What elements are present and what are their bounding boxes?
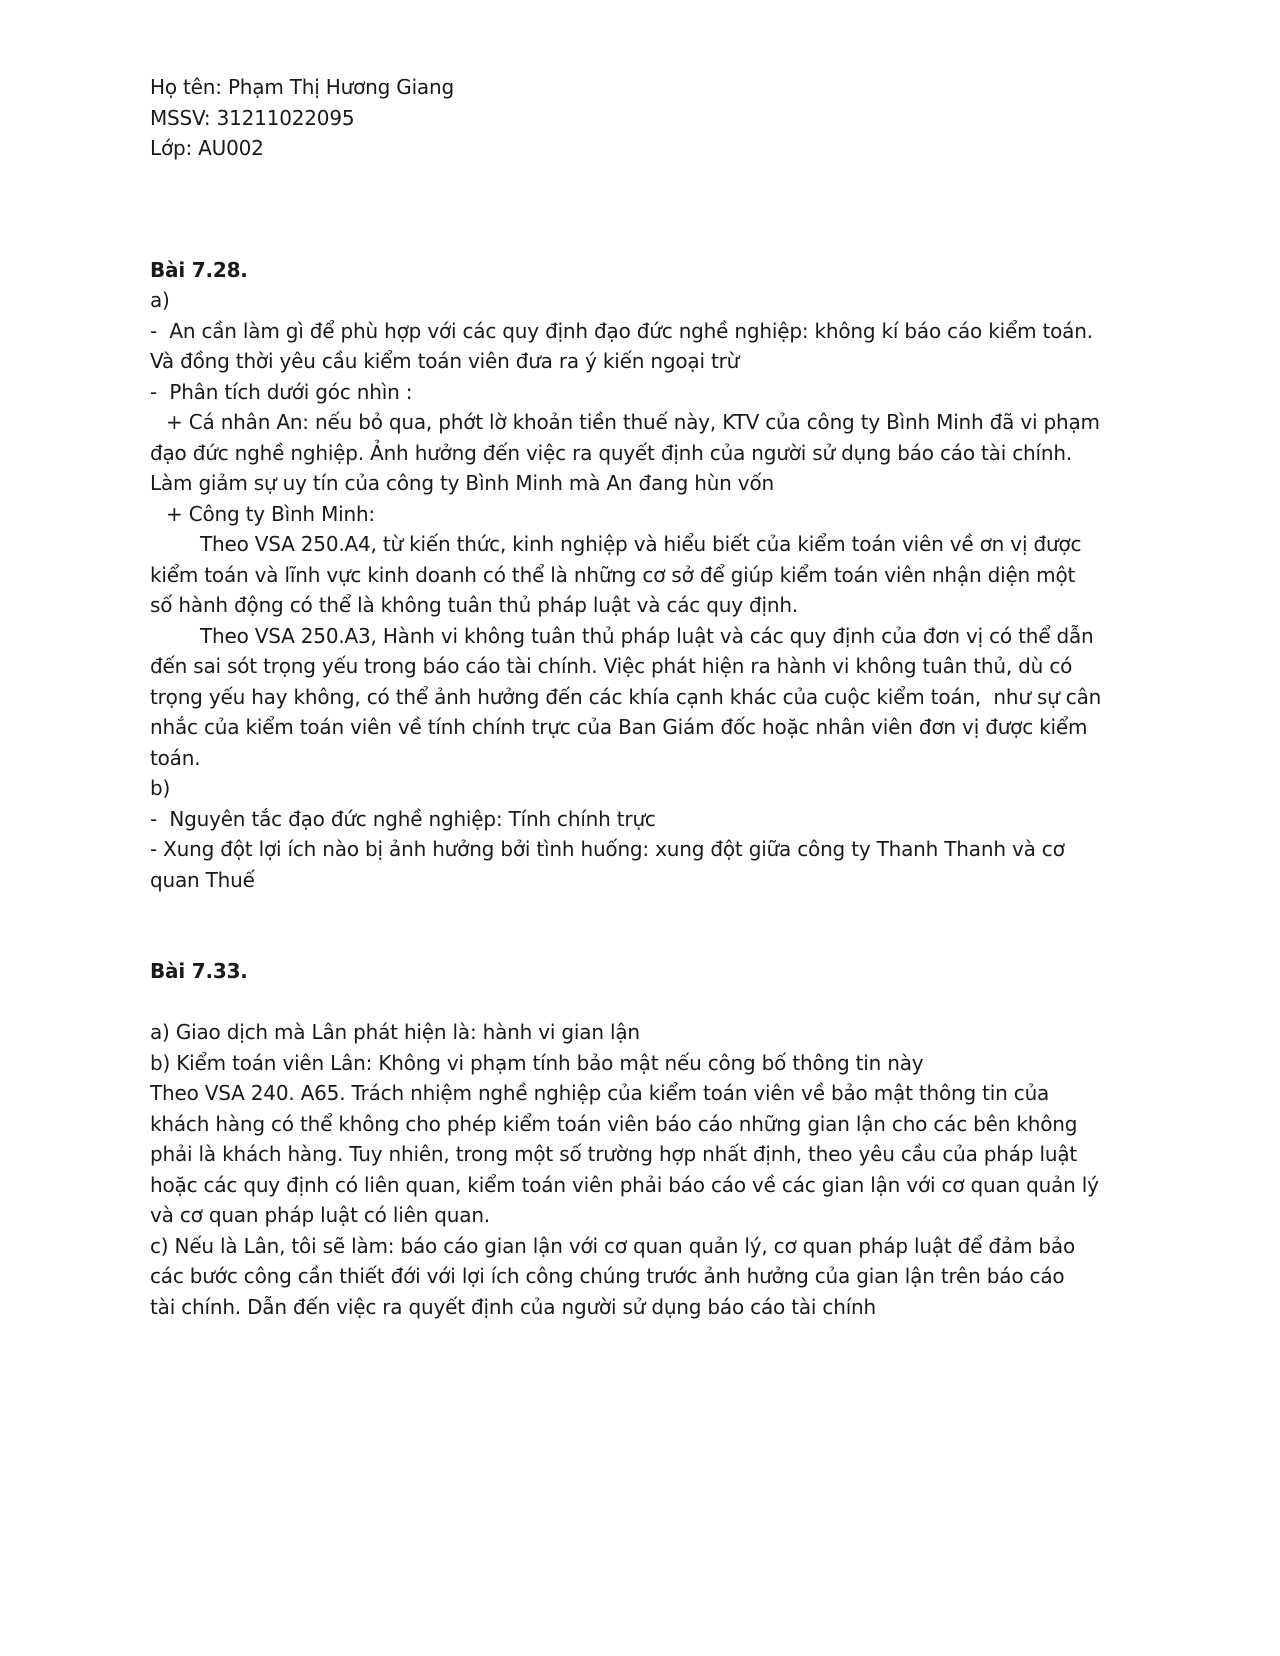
paragraph-line: a) Giao dịch mà Lân phát hiện là: hành vi gian lận (150, 1020, 640, 1044)
paragraph-line: quan Thuế (150, 867, 255, 892)
paragraph-line: số hành động có thể là không tuân thủ pháp luật và các quy định. (150, 593, 798, 617)
exercise-title: Bài 7.28. (150, 257, 248, 282)
paragraph-line: Theo VSA 250.A4, từ kiến thức, kinh nghiệp và hiểu biết của kiểm toán viên về ơn vị được (200, 532, 1082, 556)
paragraph-line: - An cần làm gì để phù hợp với các quy định đạo đức nghề nghiệp: không kí báo cáo kiểm toán. (150, 318, 1093, 343)
paragraph-line: Theo VSA 240. A65. Trách nhiệm nghề nghiệp của kiểm toán viên về bảo mật thông tin của (150, 1081, 1050, 1105)
exercise-7-33 (150, 956, 1140, 1322)
paragraph-line: b) Kiểm toán viên Lân: Không vi phạm tính bảo mật nếu công bố thông tin này (150, 1050, 924, 1075)
paragraph-line: nhắc của kiểm toán viên về tính chính trực của Ban Giám đốc hoặc nhân viên đơn vị được kiểm (150, 715, 1088, 739)
paragraph-line: tài chính. Dẫn đến việc ra quyết định của người sử dụng báo cáo tài chính (150, 1294, 877, 1319)
paragraph-line: hoặc các quy định có liên quan, kiểm toán viên phải báo cáo về các gian lận với cơ quan quản lý (150, 1172, 1099, 1197)
paragraph-line: trọng yếu hay không, có thể ảnh hưởng đến các khía cạnh khác của cuộc kiểm toán, như sự cân (150, 684, 1102, 709)
spacer (150, 164, 1140, 255)
paragraph-line: + Công ty Bình Minh: (166, 501, 375, 526)
paragraph-line: - Phân tích dưới góc nhìn : (150, 379, 413, 404)
spacer (150, 895, 1140, 956)
part-label: b) (150, 776, 171, 800)
paragraph-line: - Xung đột lợi ích nào bị ảnh hưởng bởi tình huống: xung đột giữa công ty Thanh Thanh và cơ (150, 837, 1065, 861)
paragraph-line: và cơ quan pháp luật có liên quan. (150, 1203, 490, 1227)
part-label: a) (150, 288, 170, 312)
spacer (150, 987, 1140, 1018)
document-page (150, 72, 1140, 1322)
paragraph-line: đến sai sót trọng yếu trong báo cáo tài chính. Việc phát hiện ra hành vi không tuân thủ, dù có (150, 654, 1073, 678)
paragraph-line: khách hàng có thể không cho phép kiểm toán viên báo cáo những gian lận cho các bên không (150, 1111, 1078, 1136)
student-name: Họ tên: Phạm Thị Hương Giang (150, 75, 454, 99)
paragraph-line: toán. (150, 745, 201, 770)
paragraph-line: các bước công cần thiết đới với lợi ích công chúng trước ảnh hưởng của gian lận trên báo cáo (150, 1264, 1065, 1288)
student-class: Lớp: AU002 (150, 136, 264, 160)
paragraph-line: - Nguyên tắc đạo đức nghề nghiệp: Tính chính trực (150, 806, 656, 831)
paragraph-line: + Cá nhân An: nếu bỏ qua, phớt lờ khoản tiền thuế này, KTV của công ty Bình Minh đã vi phạm (166, 410, 1100, 434)
paragraph-line: đạo đức nghề nghiệp. Ảnh hưởng đến việc ra quyết định của người sử dụng báo cáo tài chính. (150, 440, 1072, 465)
student-id: MSSV: 31211022095 (150, 105, 355, 130)
exercise-title: Bài 7.33. (150, 959, 248, 983)
paragraph-line: phải là khách hàng. Tuy nhiên, trong một số trường hợp nhất định, theo yêu cầu của pháp luật (150, 1142, 1078, 1166)
paragraph-line: Và đồng thời yêu cầu kiểm toán viên đưa ra ý kiến ngoại trừ (150, 349, 740, 373)
paragraph-line: kiểm toán và lĩnh vực kinh doanh có thể là những cơ sở để giúp kiểm toán viên nhận diện một (150, 562, 1076, 587)
paragraph-line: Theo VSA 250.A3, Hành vi không tuân thủ pháp luật và các quy định của đơn vị có thể dẫn (200, 623, 1094, 648)
exercise-7-28 (150, 255, 1140, 896)
paragraph-line: Làm giảm sự uy tín của công ty Bình Minh mà An đang hùn vốn (150, 471, 774, 495)
paragraph-line: c) Nếu là Lân, tôi sẽ làm: báo cáo gian lận với cơ quan quản lý, cơ quan pháp luật để đảm bảo (150, 1233, 1076, 1258)
student-header (150, 72, 1140, 164)
